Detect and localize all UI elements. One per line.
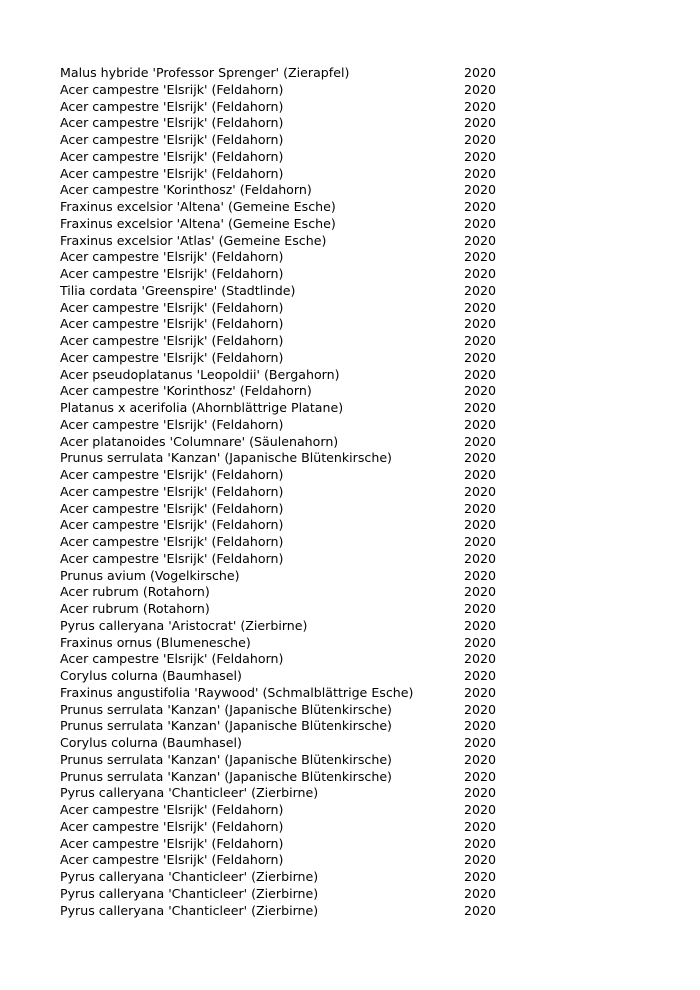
tree-row xyxy=(60,233,520,250)
planting-year: 2020 xyxy=(464,500,497,516)
tree-row xyxy=(60,785,520,802)
tree-row xyxy=(60,467,520,484)
planting-year: 2020 xyxy=(464,885,497,901)
tree-species-name: Acer campestre 'Elsrijk' (Feldahorn) xyxy=(60,517,284,533)
planting-year: 2020 xyxy=(464,684,497,700)
tree-species-name: Prunus serrulata 'Kanzan' (Japanische Blütenkirsche) xyxy=(60,768,392,784)
planting-year: 2020 xyxy=(464,215,497,231)
tree-row xyxy=(60,752,520,769)
tree-list xyxy=(60,65,520,919)
tree-species-name: Acer campestre 'Elsrijk' (Feldahorn) xyxy=(60,81,284,97)
planting-year: 2020 xyxy=(464,701,497,717)
planting-year: 2020 xyxy=(464,450,497,466)
planting-year: 2020 xyxy=(464,416,497,432)
planting-year: 2020 xyxy=(464,818,497,834)
tree-row xyxy=(60,601,520,618)
tree-row xyxy=(60,266,520,283)
planting-year: 2020 xyxy=(464,601,497,616)
planting-year: 2020 xyxy=(464,517,497,533)
planting-year: 2020 xyxy=(464,165,497,181)
tree-row xyxy=(60,668,520,685)
tree-row xyxy=(60,769,520,786)
tree-row xyxy=(60,99,520,116)
planting-year: 2020 xyxy=(464,333,497,348)
tree-row xyxy=(60,350,520,367)
planting-year: 2020 xyxy=(464,869,497,884)
planting-year: 2020 xyxy=(464,534,497,549)
planting-year: 2020 xyxy=(464,550,497,566)
tree-species-name: Malus hybride 'Professor Sprenger' (Zierapfel) xyxy=(60,65,350,80)
tree-species-name: Acer campestre 'Elsrijk' (Feldahorn) xyxy=(60,818,284,834)
tree-species-name: Fraxinus excelsior 'Atlas' (Gemeine Esche) xyxy=(60,232,327,248)
tree-row xyxy=(60,852,520,869)
tree-row xyxy=(60,149,520,166)
planting-year: 2020 xyxy=(464,852,497,868)
planting-year: 2020 xyxy=(464,768,497,784)
planting-year: 2020 xyxy=(464,282,497,298)
planting-year: 2020 xyxy=(464,835,497,851)
planting-year: 2020 xyxy=(464,400,497,415)
tree-species-name: Acer campestre 'Elsrijk' (Feldahorn) xyxy=(60,802,284,817)
tree-species-name: Prunus serrulata 'Kanzan' (Japanische Blütenkirsche) xyxy=(60,718,392,734)
planting-year: 2020 xyxy=(464,433,497,449)
tree-species-name: Acer campestre 'Elsrijk' (Feldahorn) xyxy=(60,249,284,265)
tree-species-name: Acer campestre 'Elsrijk' (Feldahorn) xyxy=(60,266,284,281)
tree-species-name: Corylus colurna (Baumhasel) xyxy=(60,668,242,683)
tree-species-name: Pyrus calleryana 'Chanticleer' (Zierbirne) xyxy=(60,869,319,884)
tree-row xyxy=(60,417,520,434)
planting-year: 2020 xyxy=(464,366,497,382)
tree-species-name: Acer rubrum (Rotahorn) xyxy=(60,584,210,600)
tree-species-name: Acer campestre 'Elsrijk' (Feldahorn) xyxy=(60,132,284,147)
planting-year: 2020 xyxy=(464,299,497,315)
tree-row xyxy=(60,166,520,183)
tree-species-name: Tilia cordata 'Greenspire' (Stadtlinde) xyxy=(60,282,296,298)
tree-species-name: Fraxinus ornus (Blumenesche) xyxy=(60,634,251,650)
tree-row xyxy=(60,501,520,518)
planting-year: 2020 xyxy=(464,902,497,918)
tree-row xyxy=(60,819,520,836)
tree-row xyxy=(60,618,520,635)
tree-row xyxy=(60,551,520,568)
tree-species-name: Pyrus calleryana 'Chanticleer' (Zierbirne) xyxy=(60,902,319,918)
tree-row xyxy=(60,534,520,551)
planting-year: 2020 xyxy=(464,584,497,600)
planting-year: 2020 xyxy=(464,232,497,248)
tree-species-name: Pyrus calleryana 'Chanticleer' (Zierbirne) xyxy=(60,885,319,901)
tree-row xyxy=(60,367,520,384)
tree-row xyxy=(60,517,520,534)
tree-row xyxy=(60,65,520,82)
tree-row xyxy=(60,903,520,920)
tree-row xyxy=(60,300,520,317)
tree-species-name: Pyrus calleryana 'Aristocrat' (Zierbirne) xyxy=(60,617,308,633)
planting-year: 2020 xyxy=(464,81,497,97)
tree-species-name: Prunus avium (Vogelkirsche) xyxy=(60,567,240,583)
planting-year: 2020 xyxy=(464,98,497,114)
tree-row xyxy=(60,132,520,149)
tree-row xyxy=(60,316,520,333)
tree-row xyxy=(60,702,520,719)
tree-row xyxy=(60,568,520,585)
tree-species-name: Acer campestre 'Elsrijk' (Feldahorn) xyxy=(60,316,284,332)
planting-year: 2020 xyxy=(464,634,497,650)
tree-species-name: Prunus serrulata 'Kanzan' (Japanische Blütenkirsche) xyxy=(60,450,392,466)
tree-row xyxy=(60,434,520,451)
planting-year: 2020 xyxy=(464,651,497,667)
tree-species-name: Acer campestre 'Elsrijk' (Feldahorn) xyxy=(60,835,284,851)
planting-year: 2020 xyxy=(464,316,497,332)
planting-year: 2020 xyxy=(464,182,497,198)
tree-species-name: Acer campestre 'Elsrijk' (Feldahorn) xyxy=(60,467,284,482)
tree-row xyxy=(60,283,520,300)
tree-species-name: Acer campestre 'Elsrijk' (Feldahorn) xyxy=(60,416,284,432)
tree-row xyxy=(60,735,520,752)
planting-year: 2020 xyxy=(464,483,497,499)
tree-row xyxy=(60,685,520,702)
tree-species-name: Acer campestre 'Elsrijk' (Feldahorn) xyxy=(60,651,284,667)
tree-species-name: Prunus serrulata 'Kanzan' (Japanische Blütenkirsche) xyxy=(60,701,392,717)
planting-year: 2020 xyxy=(464,249,497,265)
tree-species-name: Acer campestre 'Elsrijk' (Feldahorn) xyxy=(60,165,284,181)
tree-species-name: Acer campestre 'Elsrijk' (Feldahorn) xyxy=(60,333,284,348)
tree-species-name: Pyrus calleryana 'Chanticleer' (Zierbirne) xyxy=(60,785,319,801)
planting-year: 2020 xyxy=(464,802,497,817)
tree-row xyxy=(60,383,520,400)
tree-species-name: Acer campestre 'Elsrijk' (Feldahorn) xyxy=(60,98,284,114)
tree-row xyxy=(60,82,520,99)
tree-row xyxy=(60,836,520,853)
tree-species-name: Acer campestre 'Elsrijk' (Feldahorn) xyxy=(60,852,284,868)
tree-row xyxy=(60,635,520,652)
tree-species-name: Acer campestre 'Elsrijk' (Feldahorn) xyxy=(60,148,284,164)
tree-species-name: Acer campestre 'Elsrijk' (Feldahorn) xyxy=(60,550,284,566)
tree-row xyxy=(60,333,520,350)
tree-row xyxy=(60,450,520,467)
tree-row xyxy=(60,651,520,668)
tree-species-name: Acer campestre 'Elsrijk' (Feldahorn) xyxy=(60,299,284,315)
tree-species-name: Acer platanoides 'Columnare' (Säulenahorn) xyxy=(60,433,339,449)
tree-row xyxy=(60,484,520,501)
tree-row xyxy=(60,400,520,417)
planting-year: 2020 xyxy=(464,785,497,801)
tree-species-name: Platanus x acerifolia (Ahornblättrige Platane) xyxy=(60,400,344,415)
tree-row xyxy=(60,718,520,735)
tree-species-name: Acer pseudoplatanus 'Leopoldii' (Bergahorn) xyxy=(60,366,340,382)
planting-year: 2020 xyxy=(464,567,497,583)
planting-year: 2020 xyxy=(464,735,497,750)
tree-species-name: Acer campestre 'Korinthosz' (Feldahorn) xyxy=(60,182,312,198)
tree-row xyxy=(60,249,520,266)
planting-year: 2020 xyxy=(464,148,497,164)
tree-row xyxy=(60,115,520,132)
tree-row xyxy=(60,869,520,886)
planting-year: 2020 xyxy=(464,668,497,683)
planting-year: 2020 xyxy=(464,115,497,131)
tree-row xyxy=(60,802,520,819)
planting-year: 2020 xyxy=(464,467,497,482)
tree-row xyxy=(60,584,520,601)
tree-row xyxy=(60,182,520,199)
tree-species-name: Fraxinus excelsior 'Altena' (Gemeine Esche) xyxy=(60,215,336,231)
tree-species-name: Corylus colurna (Baumhasel) xyxy=(60,735,242,750)
planting-year: 2020 xyxy=(464,132,497,147)
planting-year: 2020 xyxy=(464,349,497,365)
tree-row xyxy=(60,199,520,216)
tree-species-name: Acer campestre 'Elsrijk' (Feldahorn) xyxy=(60,115,284,131)
planting-year: 2020 xyxy=(464,751,497,767)
tree-row xyxy=(60,886,520,903)
tree-species-name: Acer campestre 'Korinthosz' (Feldahorn) xyxy=(60,383,312,399)
tree-species-name: Acer campestre 'Elsrijk' (Feldahorn) xyxy=(60,534,284,549)
tree-species-name: Fraxinus angustifolia 'Raywood' (Schmalblättrige Esche) xyxy=(60,684,414,700)
planting-year: 2020 xyxy=(464,718,497,734)
tree-species-name: Fraxinus excelsior 'Altena' (Gemeine Esche) xyxy=(60,199,336,214)
planting-year: 2020 xyxy=(464,383,497,399)
planting-year: 2020 xyxy=(464,65,497,80)
tree-species-name: Acer campestre 'Elsrijk' (Feldahorn) xyxy=(60,349,284,365)
tree-row xyxy=(60,216,520,233)
tree-species-name: Acer campestre 'Elsrijk' (Feldahorn) xyxy=(60,500,284,516)
tree-species-name: Acer rubrum (Rotahorn) xyxy=(60,601,210,616)
tree-species-name: Prunus serrulata 'Kanzan' (Japanische Blütenkirsche) xyxy=(60,751,392,767)
planting-year: 2020 xyxy=(464,199,497,214)
planting-year: 2020 xyxy=(464,617,497,633)
planting-year: 2020 xyxy=(464,266,497,281)
tree-species-name: Acer campestre 'Elsrijk' (Feldahorn) xyxy=(60,483,284,499)
